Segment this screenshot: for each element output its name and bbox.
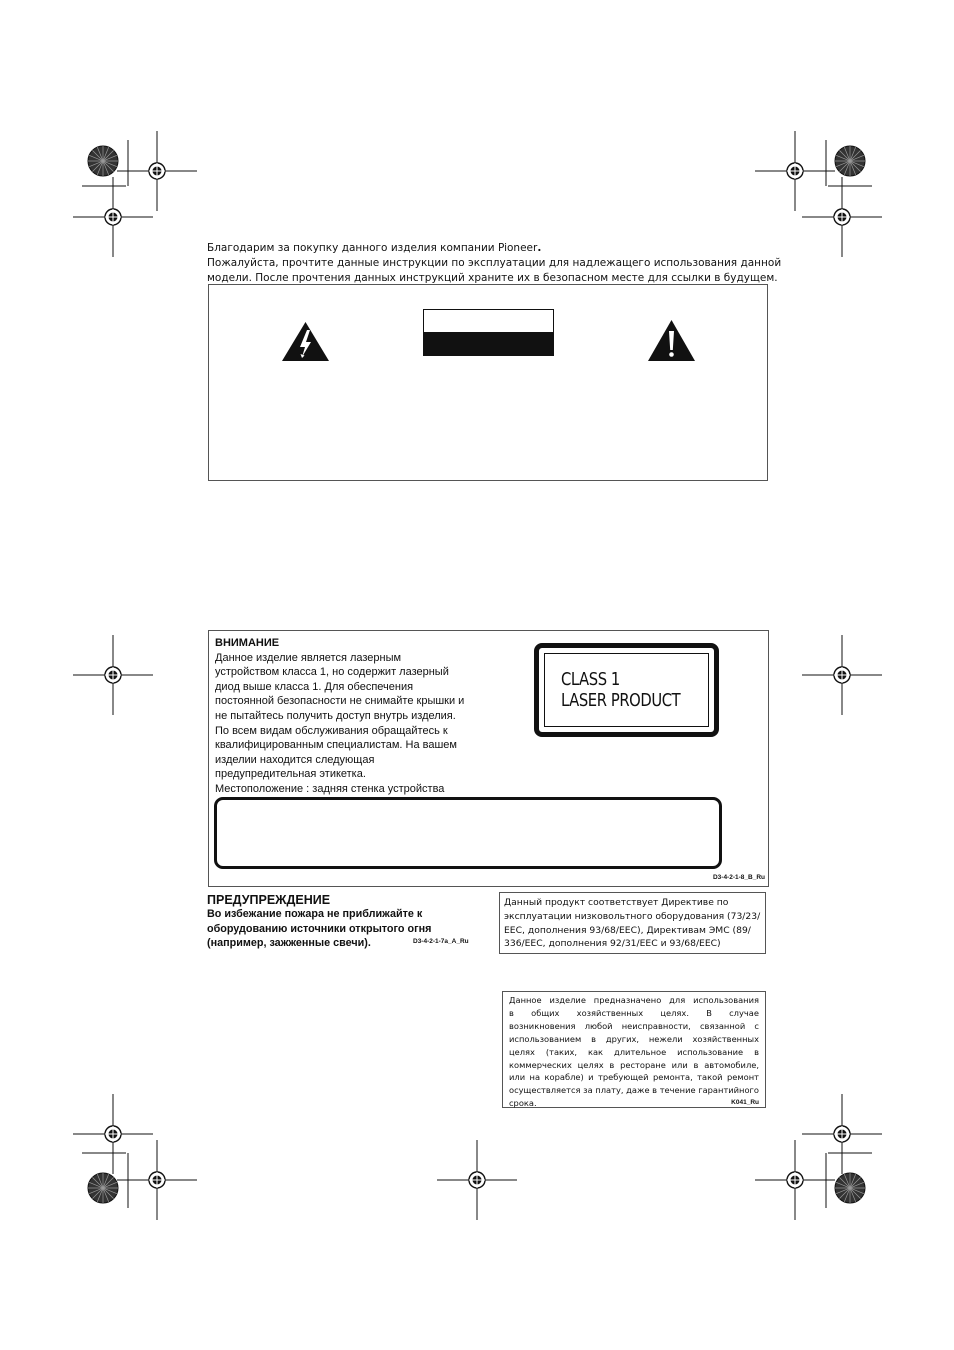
caution-label-top xyxy=(424,310,553,331)
electric-shock-warning-icon xyxy=(281,321,330,362)
laser-caution-line: Данное изделие является лазерным xyxy=(215,651,402,664)
use-notice-code: K041_Ru xyxy=(731,1099,759,1107)
directive-line: EEC, дополнения 93/68/EEC), Директивам ЭМС (89/ xyxy=(504,924,751,936)
intro-text xyxy=(207,241,782,286)
intro-line-1-text: Благодарим за покупку данного изделия компании Pioneer xyxy=(207,242,538,254)
fire-warning-line: Во избежание пожара не приближайте к xyxy=(207,908,423,920)
intro-line-3: модели. После прочтения данных инструкций храните их в безопасном месте для ссылки в будущем. xyxy=(207,272,778,284)
fire-warning-code: D3-4-2-1-7a_A_Ru xyxy=(413,938,469,945)
class-label-line-2: LASER PRODUCT xyxy=(561,690,681,711)
laser-caution-line: постоянной безопасности не снимайте крышки и xyxy=(215,695,465,708)
class-label-line-1: CLASS 1 xyxy=(561,669,620,690)
laser-caution-line: квалифицированным специалистам. На вашем xyxy=(215,739,457,752)
intro-line-2: Пожалуйста, прочтите данные инструкции по эксплуатации для надлежащего использования данной xyxy=(207,257,782,269)
laser-caution-line: изделии находится следующая xyxy=(215,753,375,766)
fire-warning-line: оборудованию источники открытого огня xyxy=(207,922,432,935)
fire-warning-title: ПРЕДУПРЕЖДЕНИЕ xyxy=(207,893,331,907)
use-notice-last-line xyxy=(509,1097,759,1110)
use-notice-line: Данное изделие предназначено для использования xyxy=(509,995,759,1005)
class-1-laser-product-label xyxy=(534,643,719,737)
laser-caution-line: диод выше класса 1. Для обеспечения xyxy=(215,680,414,693)
caution-label xyxy=(423,309,554,356)
use-notice-line: использованием в других, нежели хозяйственных xyxy=(509,1033,759,1044)
laser-caution-text xyxy=(215,636,515,797)
directive-line: эксплуатации низковольтного оборудования (73/23/ xyxy=(504,910,761,922)
laser-caution-line: не пытайтесь получить доступ внутрь изделия. xyxy=(215,709,456,722)
laser-document-code: D3-4-2-1-8_B_Ru xyxy=(712,874,765,881)
laser-caution-line: По всем видам обслуживания обращайтесь к xyxy=(215,724,448,737)
use-notice-line: коммерческих целях в ресторане или в автомобиле, xyxy=(509,1059,759,1070)
exclamation-warning-icon xyxy=(647,319,696,362)
laser-caution-line: устройством класса 1, но содержит лазерный xyxy=(215,666,449,679)
use-notice-line: или на корабле) и требующей ремонта, такой ремонт xyxy=(509,1072,759,1083)
use-notice-line: возникновения любой неисправности, связанной с xyxy=(509,1020,759,1031)
intro-line-1 xyxy=(207,241,772,256)
directive-compliance-box xyxy=(499,892,766,954)
intro-line-1-dot: . xyxy=(537,242,542,254)
laser-caution-line: Местоположение : задняя стенка устройства xyxy=(215,782,445,795)
laser-caution-line: предупредительная этикетка. xyxy=(215,768,366,781)
use-notice-line: целях (таких, как длительное использование в xyxy=(509,1046,759,1057)
use-notice-line: в общих хозяйственных целях. В случае xyxy=(509,1007,759,1018)
use-notice-last-text: срока. xyxy=(509,1098,537,1109)
directive-line: 336/EEC, дополнения 92/31/EEC и 93/68/EEC) xyxy=(504,938,721,950)
laser-caution-title: ВНИМАНИЕ xyxy=(215,637,280,649)
laser-warning-label-frame xyxy=(214,797,722,869)
household-use-notice-box xyxy=(502,991,766,1108)
use-notice-line: осуществляется за плату, даже в течение гарантийного xyxy=(509,1085,759,1096)
directive-line: Данный продукт соответствует Директиве по xyxy=(504,897,729,908)
caution-label-bottom xyxy=(424,332,553,355)
fire-warning-line: (например, зажженные свечи). xyxy=(207,937,371,949)
